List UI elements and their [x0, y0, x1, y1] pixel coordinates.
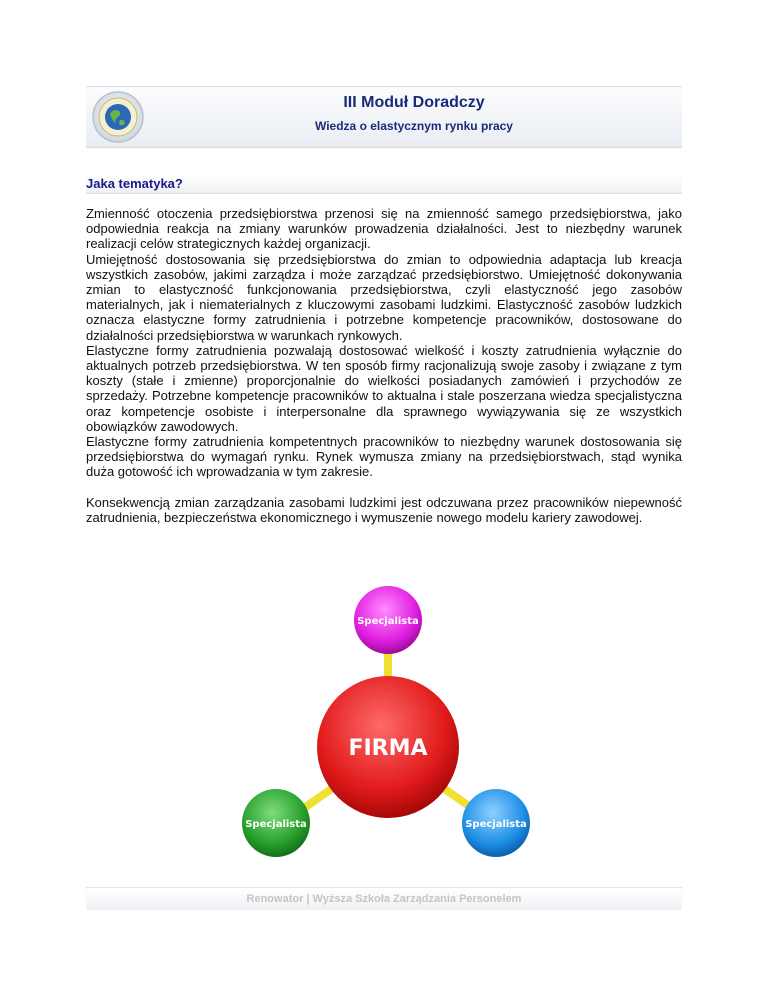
paragraph: Elastyczne formy zatrudnienia kompetentnych pracowników to niezbędny warunek dostosowania się przedsiębiorstwa do wymagań rynku. Rynek wymusza zmiany na przedsiębiorstwach, stąd wynika duża gotowość ich wprowadzania w tym zakresie.: [86, 434, 682, 480]
firma-diagram: [222, 583, 552, 873]
specjalista-left-label: Specjalista: [245, 819, 307, 830]
firma-label: FIRMA: [348, 736, 428, 761]
specjalista-top-label: Specjalista: [357, 616, 419, 627]
paragraph: Zmienność otoczenia przedsiębiorstwa przenosi się na zmienność samego przedsiębiorstwa, jako odpowiednia reakcja na zmiany warunków prowadzenia działalności. Jest to niezbędny warunek realizacji celów strategicznych każdej organizacji.: [86, 206, 682, 252]
specjalista-right-label: Specjalista: [465, 819, 527, 830]
page-subtitle: Wiedza o elastycznym rynku pracy: [315, 119, 513, 133]
paragraph: Umiejętność dostosowania się przedsiębiorstwa do zmian to odpowiednia adaptacja lub kreacja wszystkich zasobów, jakimi zarządza i może zarządzać przedsiębiorstwo. Umiejętność dokonywania zmian to elastyczność funkcjonowania przedsiębiorstwa, czyli elastyczność jego zasobów materialnych, jak i niematerialnych z kluczowymi zasobami ludzkimi. Elastyczność zasobów ludzkich oznacza elastyczne formy zatrudnienia i potrzebne kompetencje pracowników, dostosowane do działalności przedsiębiorstwa w warunkach rynkowych.: [86, 251, 682, 343]
page-title: III Moduł Doradczy: [343, 94, 485, 111]
body-text: [86, 206, 682, 525]
page-footer: Renowator | Wyższa Szkoła Zarządzania Personelem: [86, 887, 682, 910]
school-logo-icon: [90, 89, 146, 145]
paragraph: Konsekwencją zmian zarządzania zasobami ludzkimi jest odczuwana przez pracowników niepewność zatrudnienia, bezpieczeństwa ekonomicznego i wymuszenie nowego modelu kariery zawodowej.: [86, 494, 682, 525]
section-heading: Jaka tematyka?: [86, 175, 682, 194]
page-header: [86, 86, 682, 148]
paragraph: Elastyczne formy zatrudnienia pozwalają dostosować wielkość i koszty zatrudnienia wyłącznie do aktualnych potrzeb przedsiębiorstwa. W ten sposób firmy racjonalizują swoje zasoby i związane z tym koszty (stałe i zmienne) proporcjonalnie do wielkości posiadanych zamówień i przychodów ze sprzedaży. Potrzebne kompetencje pracowników to aktualna i stale poszerzana wiedza specjalistyczna oraz kompetencje osobiste i interpersonalne dla sprawnego wywiązywania się ze wszystkich obowiązków zawodowych.: [86, 342, 682, 434]
